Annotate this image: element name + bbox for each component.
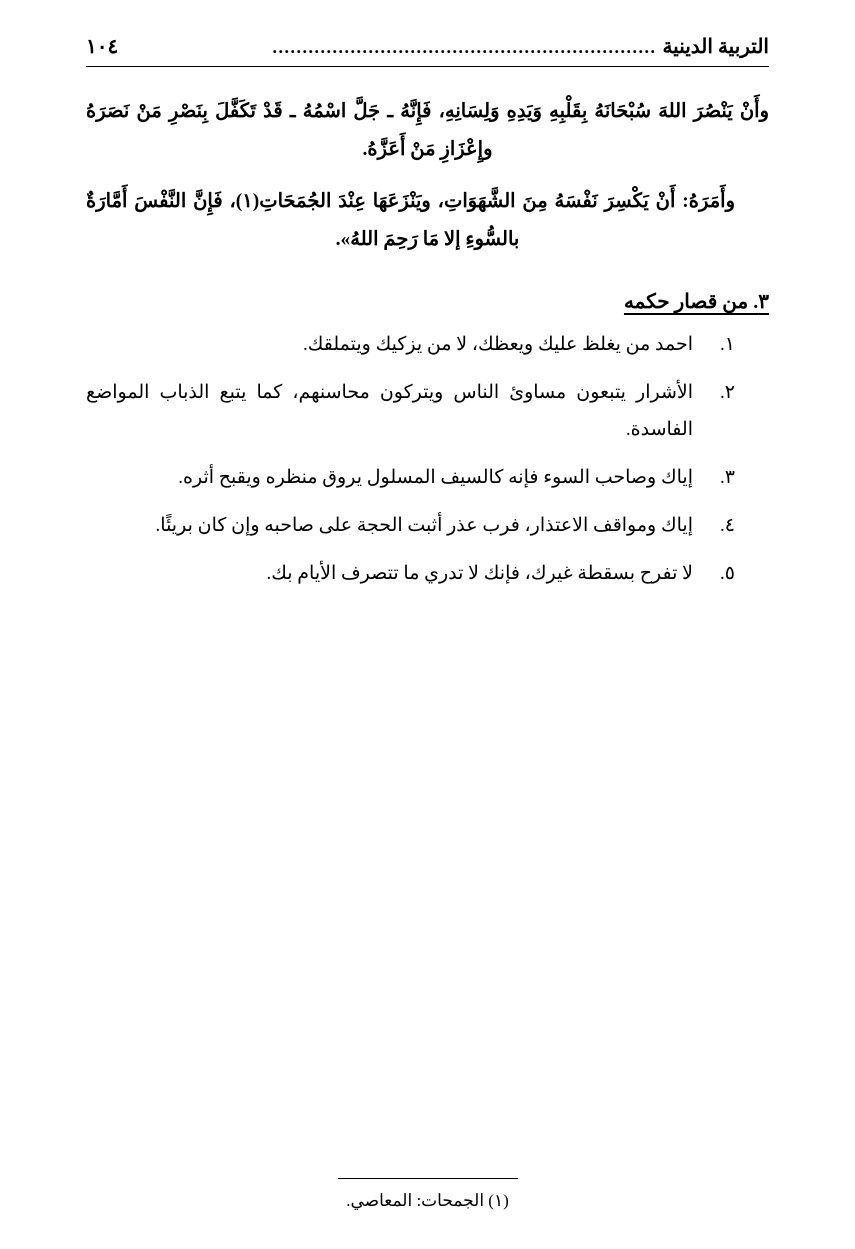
page-header <box>86 34 769 67</box>
list-item-text: الأشرار يتبعون مساوئ الناس ويتركون محاسنهم، كما يتبع الذباب المواضع الفاسدة. <box>86 382 693 441</box>
footnote-text: (١) الجمحات: المعاصي. <box>346 1191 509 1210</box>
list-item <box>86 326 735 363</box>
footnote-separator <box>338 1178 518 1179</box>
paragraph: وأَنْ يَنْصُرَ اللهَ سُبْحَانَهُ بِقَلْبِهِ وَيَدِهِ وَلِسَانِهِ، فَإِنَّهُ ـ جَلَّ اسْمُهُ ـ قَدْ تَكَفَّلَ بِنَصْرِ مَنْ نَصَرَهُ وإِعْزَازِ مَنْ أَعَزَّهُ. <box>86 101 769 161</box>
list-item-text: إياك وصاحب السوء فإنه كالسيف المسلول يروق منظره ويقبح أثره. <box>178 467 693 489</box>
list-item-text: لا تفرح بسقطة غيرك، فإنك لا تدري ما تتصرف الأيام بك. <box>266 563 693 585</box>
page-number: ١٠٤ <box>86 36 119 58</box>
list-item <box>86 459 735 496</box>
list-item-number: ٣. <box>720 467 735 489</box>
list-item-text: احمد من يغلظ عليك ويعظك، لا من يزكيك ويتملقك. <box>302 334 693 356</box>
list-item-number: ٢. <box>720 382 735 404</box>
list-item-text: إياك ومواقف الاعتذار، فرب عذر أثبت الحجة على صاحبه وإن كان بريئًا. <box>155 515 693 537</box>
header-dot-leader: ................................................................ <box>272 38 657 56</box>
book-title: التربية الدينية <box>662 36 769 58</box>
list-item-number: ٤. <box>720 515 735 537</box>
body-content <box>86 93 769 592</box>
list-item-number: ١. <box>720 334 735 356</box>
list-item-number: ٥. <box>720 563 735 585</box>
list-item <box>86 507 735 544</box>
paragraph: وأَمَرَهُ: أَنْ يَكْسِرَ نَفْسَهُ مِنَ الشَّهَوَاتِ، ويَنْزَعَهَا عِنْدَ الجُمَحَاتِ(١)، فَإِنَّ النَّفْسَ أَمَّارَةٌ بالسُّوءِ إلا مَا رَحِمَ اللهُ». <box>86 191 735 251</box>
list-item <box>86 374 735 448</box>
maxims-list <box>86 326 769 592</box>
list-item <box>86 555 735 592</box>
section-heading: ٣. من قصار حكمه <box>623 291 769 314</box>
footnote-area <box>86 1178 769 1211</box>
